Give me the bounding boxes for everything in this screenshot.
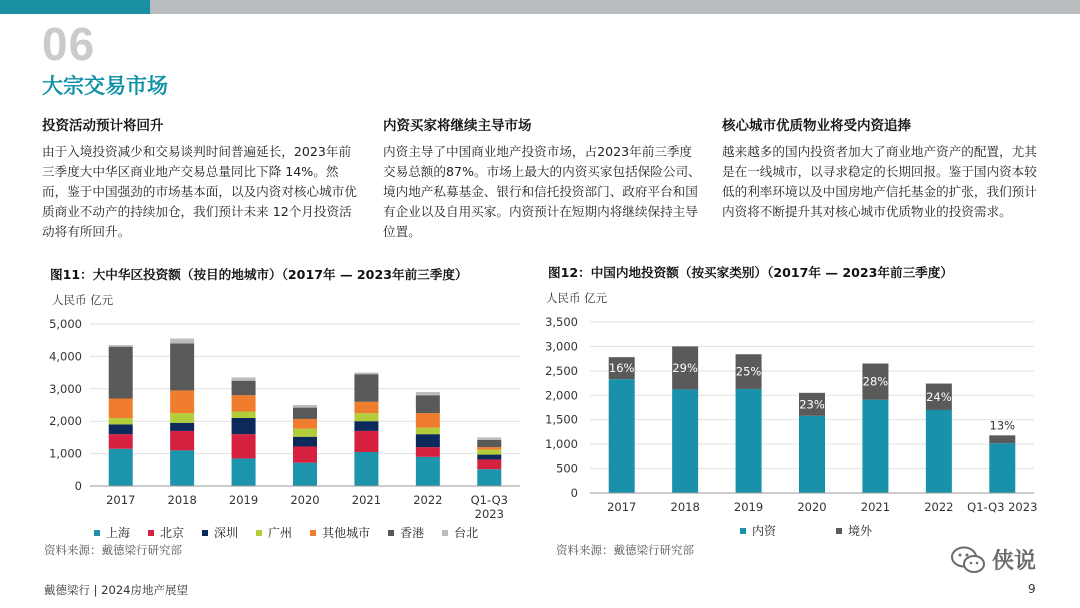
chart1-bar bbox=[170, 423, 194, 431]
chart1-bar bbox=[232, 377, 256, 380]
section-title: 大宗交易市场 bbox=[42, 74, 168, 98]
chart2-xtick: 2018 bbox=[670, 500, 700, 514]
chart1-bar bbox=[416, 434, 440, 447]
chart1-legend-item bbox=[310, 524, 370, 541]
chart2-source: 资料来源：戴德梁行研究部 bbox=[556, 543, 694, 557]
chart2-ytick: 500 bbox=[556, 461, 578, 476]
chart1-legend-label: 香港 bbox=[400, 526, 425, 540]
chart2-data-label: 28% bbox=[862, 374, 889, 389]
chart1-legend-item bbox=[256, 524, 292, 541]
chart1-xtick: 2018 bbox=[167, 493, 197, 507]
chart1-bar bbox=[416, 395, 440, 413]
chart1-bar bbox=[170, 339, 194, 344]
chart1-bar bbox=[416, 428, 440, 434]
column-heading: 核心城市优质物业将受内资追捧 bbox=[722, 118, 911, 134]
chart1-legend-swatch bbox=[148, 530, 154, 536]
chart1-bar bbox=[232, 458, 256, 486]
chart2-ytick: 2,000 bbox=[545, 388, 578, 403]
chart2-ytick: 1,500 bbox=[545, 412, 578, 427]
chart2-bar bbox=[672, 389, 698, 493]
chart1-legend bbox=[94, 524, 496, 541]
chart1-bar bbox=[232, 418, 256, 434]
chart1-bar bbox=[477, 455, 501, 460]
chart2-legend-item bbox=[836, 522, 872, 539]
chart1-legend-swatch bbox=[94, 530, 100, 536]
chart1-legend-item bbox=[94, 524, 130, 541]
chart1-bar bbox=[477, 450, 501, 455]
chart1-ytick: 4,000 bbox=[49, 349, 82, 364]
chart2-legend-item bbox=[740, 522, 776, 539]
chart1-bar bbox=[354, 421, 378, 431]
chart1-source: 资料来源：戴德梁行研究部 bbox=[44, 543, 182, 557]
chart1-bar bbox=[109, 449, 133, 486]
chart1-bar bbox=[170, 390, 194, 413]
chart2-ytick: 2,500 bbox=[545, 363, 578, 378]
chart1-bar bbox=[232, 434, 256, 458]
chart1-bar bbox=[109, 424, 133, 434]
chart1-bar bbox=[416, 447, 440, 457]
top-accent-bar bbox=[0, 0, 1080, 14]
chart2-legend-label: 境外 bbox=[848, 524, 873, 538]
chart2-xtick: 2019 bbox=[733, 500, 764, 514]
chart1-bar bbox=[354, 373, 378, 375]
chart2-data-label: 13% bbox=[989, 418, 1016, 433]
chart1-ytick: 1,000 bbox=[49, 446, 82, 461]
chart1-ylabel: 人民币 亿元 bbox=[52, 293, 114, 307]
watermark bbox=[950, 544, 1036, 575]
top-accent-gray bbox=[150, 0, 1080, 14]
chart2-legend bbox=[740, 522, 932, 539]
chart2-data-label: 23% bbox=[799, 397, 825, 412]
chart1-bar bbox=[109, 434, 133, 449]
chart1-bar bbox=[232, 411, 256, 417]
chart1-xtick: 2023 bbox=[474, 507, 504, 521]
chart1-bar bbox=[354, 374, 378, 402]
chart2-xtick: 2017 bbox=[607, 500, 637, 514]
chart2-ytick: 1,000 bbox=[545, 437, 578, 452]
chart1-ytick: 5,000 bbox=[49, 317, 82, 331]
chart1-ytick: 3,000 bbox=[49, 381, 82, 396]
chart1-bar bbox=[293, 429, 317, 437]
chart1-bar bbox=[354, 431, 378, 452]
chart1-bar bbox=[293, 446, 317, 462]
chart1-legend-item bbox=[148, 524, 184, 541]
chart1-bar bbox=[477, 447, 501, 450]
chart1-bar bbox=[416, 413, 440, 428]
chart1-svg bbox=[44, 290, 524, 530]
chart1-legend-label: 其他城市 bbox=[322, 526, 371, 540]
chart1-bar bbox=[293, 419, 317, 429]
chart2-xtick: 2020 bbox=[797, 500, 827, 514]
chart1-legend-swatch bbox=[256, 530, 262, 536]
chart1-bar bbox=[416, 457, 440, 486]
chart1-xtick: 2021 bbox=[351, 493, 382, 507]
section-number: 06 bbox=[42, 18, 96, 70]
chart1-bar bbox=[293, 408, 317, 419]
chart2-data-label: 25% bbox=[735, 364, 762, 379]
chart1-legend-swatch bbox=[310, 530, 316, 536]
chart2-bar bbox=[736, 389, 762, 493]
chart2-xtick: Q1-Q3 2023 bbox=[967, 500, 1038, 514]
text-column-3 bbox=[722, 116, 1040, 222]
chart1-bar bbox=[170, 413, 194, 423]
chart1-ytick: 2,000 bbox=[49, 414, 82, 429]
chart1-title: 图11：大中华区投资额（按目的地城市）（2017年 — 2023年前三季度） bbox=[50, 267, 468, 282]
chart2-ytick: 3,000 bbox=[545, 339, 578, 354]
text-column-1 bbox=[42, 116, 360, 242]
chart1-bar bbox=[477, 440, 501, 447]
chart1-bar bbox=[109, 347, 133, 399]
column-body: 内资主导了中国商业地产投资市场，占2023年前三季度交易总额的87%。市场上最大的内资买家包括保险公司、境内地产私募基金、银行和信托投资部门、政府平台和国有企业以及自用买家。内资预计在短期内将继续保持主导位置。 bbox=[383, 144, 701, 239]
chart1-legend-item bbox=[442, 524, 478, 541]
chart2-ytick: 3,500 bbox=[545, 315, 578, 329]
chart1-bar bbox=[293, 463, 317, 486]
chart1-bar bbox=[109, 399, 133, 418]
top-accent-teal bbox=[0, 0, 150, 14]
chart1-bar bbox=[109, 418, 133, 424]
chart1-xtick: Q1-Q3 bbox=[470, 493, 508, 507]
chart1-bar bbox=[293, 405, 317, 408]
chart2-legend-swatch bbox=[836, 528, 842, 534]
column-body: 由于入境投资减少和交易谈判时间普遍延长，2023年前三季度大中华区商业地产交易总量同比下降 14%。然而，鉴于中国强劲的市场基本面，以及内资对核心城市优质商业不动产的持续加仓，我们预计未来 12个月投资活动将有所回升。 bbox=[42, 144, 357, 239]
chart1-xtick: 2020 bbox=[290, 493, 320, 507]
chart2-data-label: 16% bbox=[608, 361, 635, 376]
chart2-bar bbox=[926, 410, 952, 493]
chart1-bar bbox=[477, 437, 501, 440]
chart1-legend-label: 北京 bbox=[160, 526, 185, 540]
chart1-bar bbox=[293, 437, 317, 447]
chart1-bar bbox=[170, 450, 194, 486]
chart1-legend-label: 上海 bbox=[106, 526, 131, 540]
chart1-bar bbox=[170, 431, 194, 450]
chart2-bar bbox=[989, 435, 1015, 443]
chart1-xtick: 2019 bbox=[228, 493, 259, 507]
chart2-bar bbox=[989, 443, 1015, 493]
chart1-legend-swatch bbox=[442, 530, 448, 536]
chart2-title: 图12：中国内地投资额（按买家类别）（2017年 — 2023年前三季度） bbox=[548, 265, 953, 280]
watermark-text: 侠说 bbox=[992, 549, 1037, 574]
chart1-bar bbox=[477, 469, 501, 486]
column-body: 越来越多的国内投资者加大了商业地产资产的配置，尤其是在一线城市，以寻求稳定的长期回报。鉴于国内资本较低的利率环境以及中国房地产信托基金的扩张，我们预计内资将不断提升其对核心城市优质物业的投资需求。 bbox=[722, 144, 1037, 219]
chart1-bar bbox=[354, 402, 378, 413]
page-number: 9 bbox=[1028, 582, 1036, 596]
chart2-xtick: 2021 bbox=[860, 500, 891, 514]
chart1-xtick: 2022 bbox=[413, 493, 443, 507]
chart1-bar bbox=[354, 413, 378, 421]
chart2-legend-label: 内资 bbox=[752, 524, 777, 538]
chart1-bar bbox=[232, 395, 256, 411]
chart2-bar bbox=[799, 416, 825, 493]
chart2-data-label: 29% bbox=[672, 360, 698, 375]
chart2-legend-swatch bbox=[740, 528, 746, 534]
text-column-2 bbox=[383, 116, 701, 242]
chart1-bar bbox=[416, 392, 440, 395]
chart2-bar bbox=[609, 379, 635, 493]
chart1-legend-swatch bbox=[388, 530, 394, 536]
chart1-bar bbox=[109, 345, 133, 347]
chart1-bar bbox=[170, 343, 194, 390]
chart1-bar bbox=[232, 381, 256, 396]
chart2-data-label: 24% bbox=[926, 389, 952, 404]
chart2-xtick: 2022 bbox=[924, 500, 954, 514]
chart2-svg bbox=[540, 288, 1040, 518]
chart2-ylabel: 人民币 亿元 bbox=[546, 291, 608, 305]
chart1-legend-label: 广州 bbox=[268, 526, 293, 540]
chart1-legend-swatch bbox=[202, 530, 208, 536]
column-heading: 内资买家将继续主导市场 bbox=[383, 118, 532, 134]
chart2-ytick: 0 bbox=[570, 486, 578, 500]
wechat-icon bbox=[950, 545, 986, 575]
chart1-legend-item bbox=[388, 524, 424, 541]
chart2-bar bbox=[862, 400, 888, 493]
chart1-xtick: 2017 bbox=[106, 493, 136, 507]
chart1-ytick: 0 bbox=[74, 479, 82, 493]
chart1-legend-item bbox=[202, 524, 238, 541]
footer-text: 戴德梁行 | 2024房地产展望 bbox=[44, 583, 188, 597]
chart1-legend-label: 深圳 bbox=[214, 526, 239, 540]
chart1-bar bbox=[354, 452, 378, 486]
column-heading: 投资活动预计将回升 bbox=[42, 118, 164, 134]
chart1-bar bbox=[477, 459, 501, 469]
chart1-legend-label: 台北 bbox=[454, 526, 479, 540]
